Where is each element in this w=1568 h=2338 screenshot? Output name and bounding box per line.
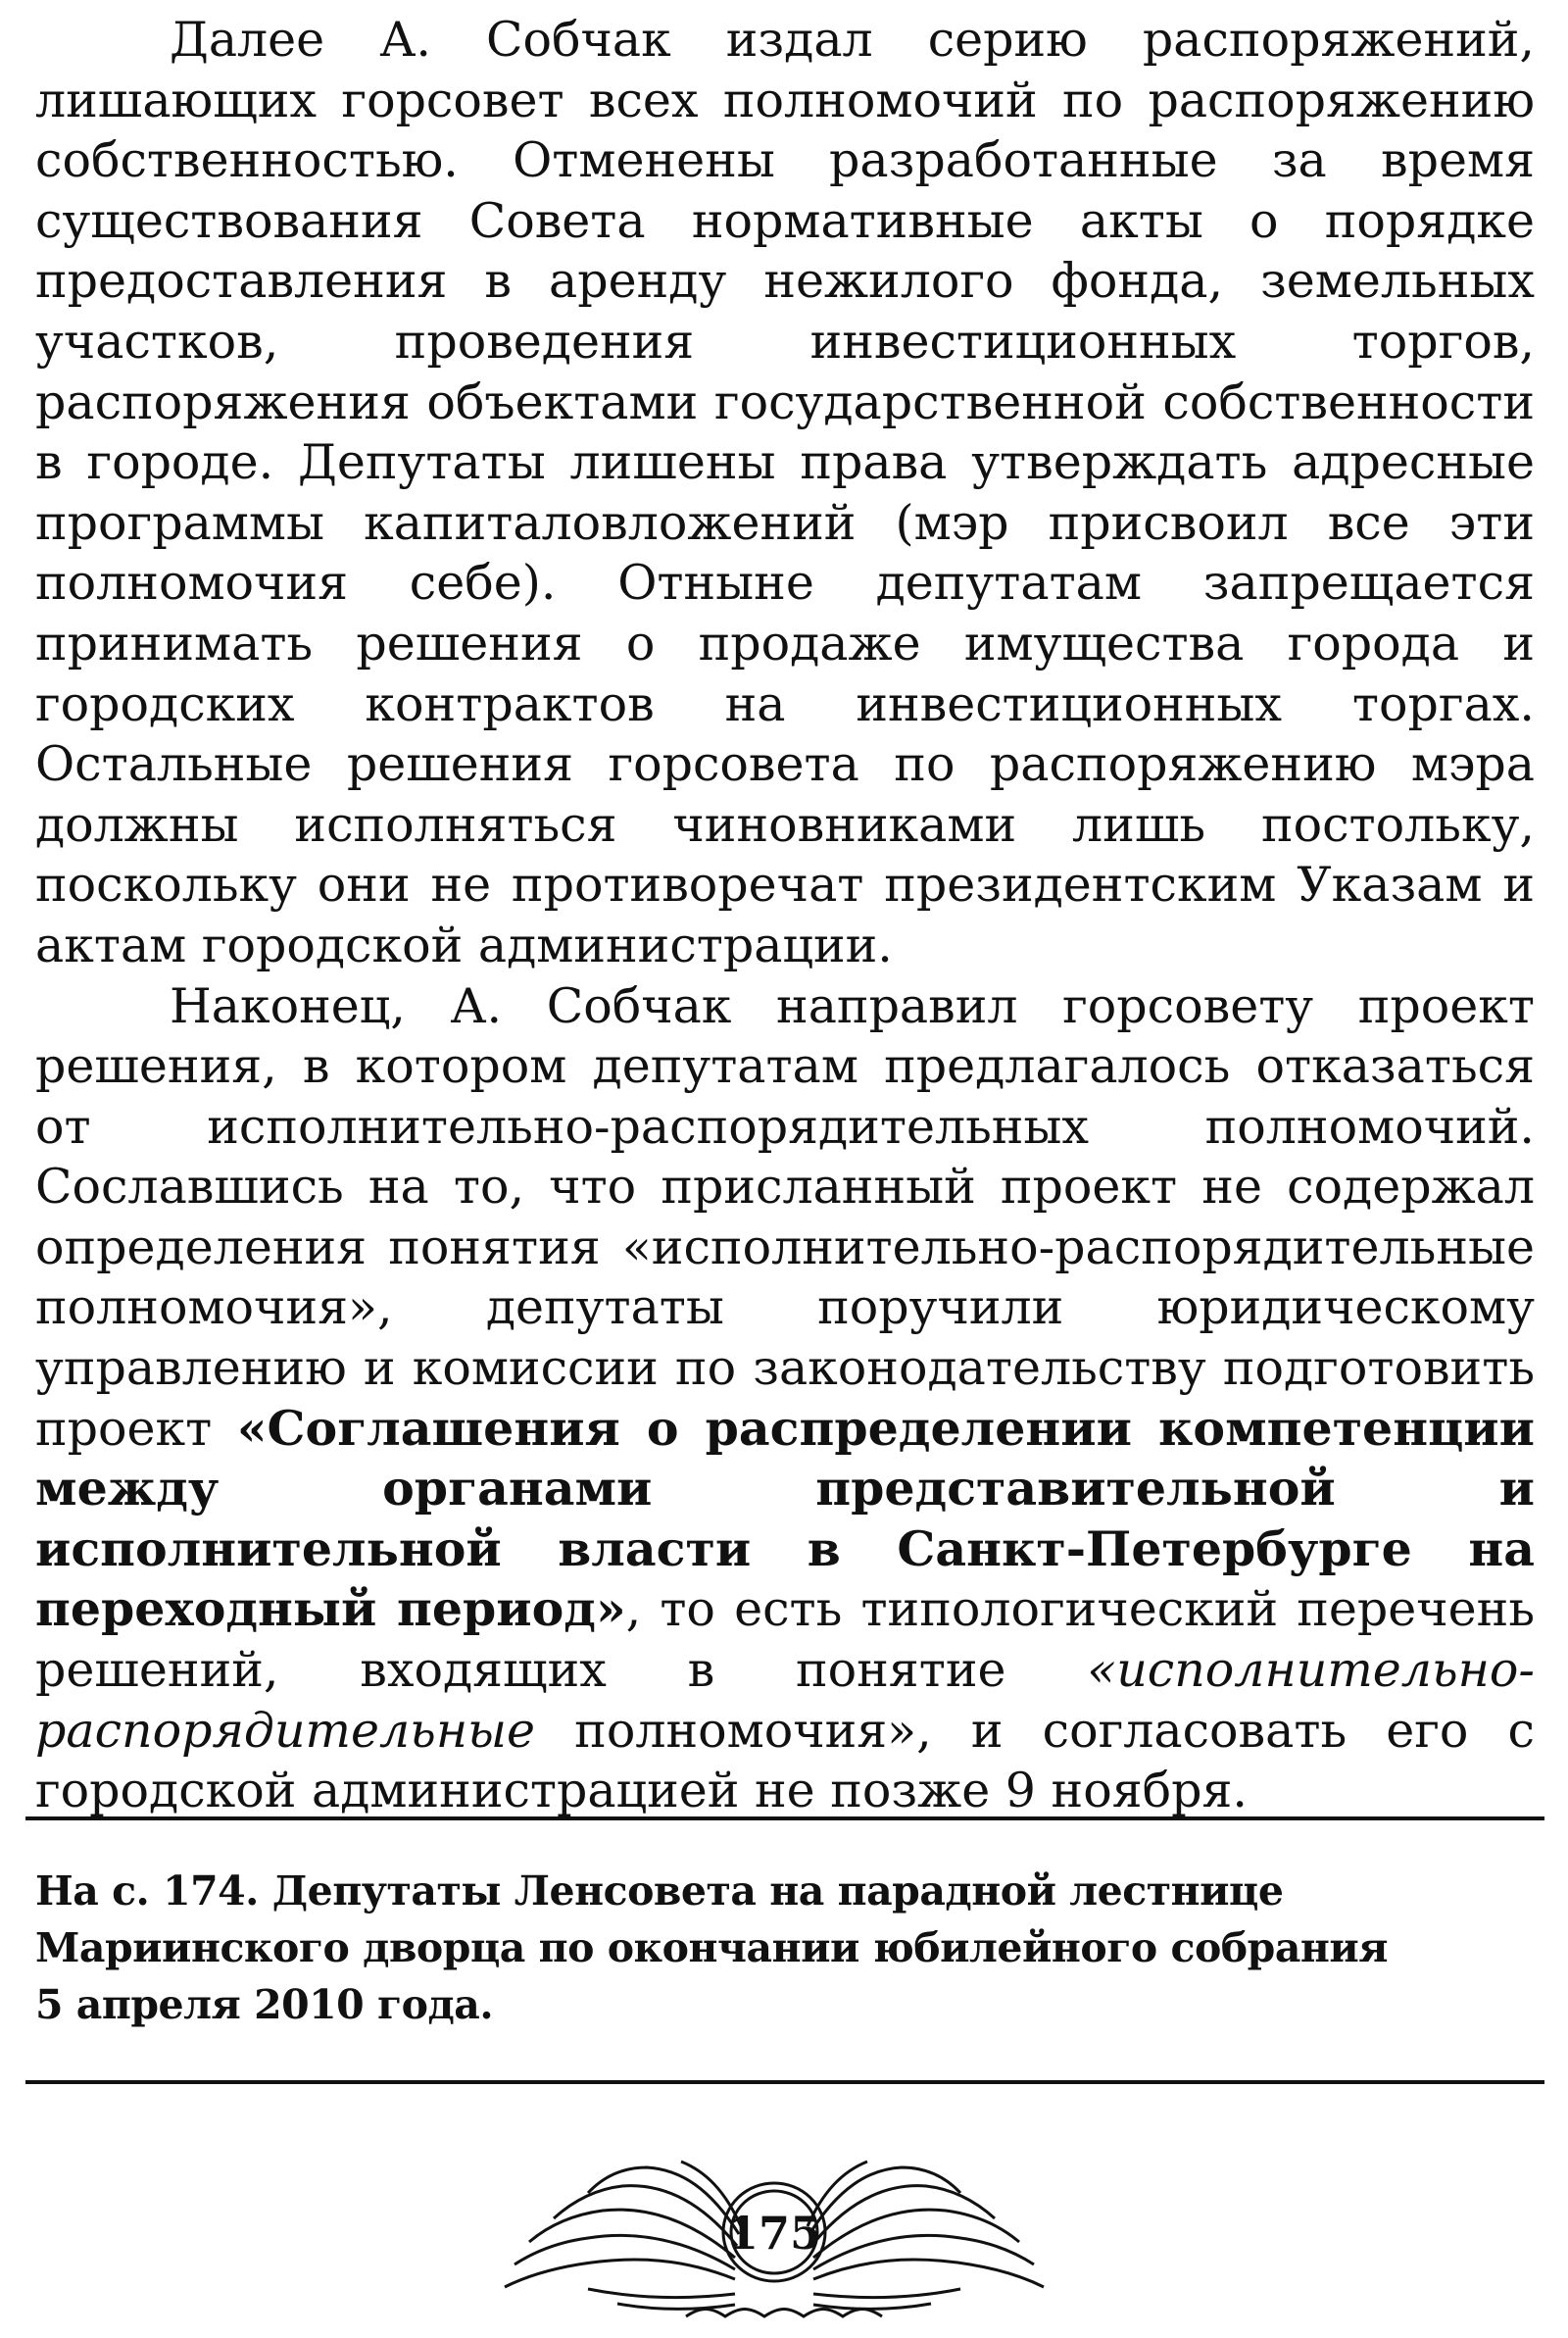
bold-text: «Соглашения о распределении компетенции между органами представительной и исполнительной власти в Санкт-Петербурге на переходный период» (35, 1399, 1535, 1638)
paragraph (35, 10, 1535, 976)
caption-line-1: На с. 174. Депутаты Ленсовета на парадной лестнице (35, 1867, 1284, 1915)
paragraph (35, 976, 1535, 1821)
text-run: Далее А. Собчак издал серию распоряжений, лишающих горсовет всех полномочий по распоряжению собственностью. Отменены разработанные за время существования Совета нормативные акты о порядке предоставления в аренду нежилого фонда, земельных участков, проведения инвестиционных торгов, распоряжения объектами государственной собственности в городе. Депутаты лишены права утверждать адресные программы капиталовложений (мэр присвоил все эти полномочия себе). Отныне депутатам запрещается принимать решения о продаже имущества города и городских контрактов на инвестиционных торгах. Остальные решения горсовета по распоряжению мэра должны исполняться чиновниками лишь постольку, поскольку они не противоречат президентским Указам и актам городской администрации. (35, 12, 1535, 973)
text-run: , то есть типологический перечень решений, входящих в понятие (35, 1581, 1535, 1699)
text-run: полномочия», и согласовать его с городской администрацией не позже 9 ноября. (35, 1702, 1535, 1819)
caption-line-3: 5 апреля 2010 года. (35, 1981, 494, 2028)
page-number: 175 (726, 2207, 822, 2260)
caption-bottom-rule (25, 2080, 1544, 2084)
figure-caption (35, 1863, 1525, 2033)
text-run: Наконец, А. Собчак направил горсовету проект решения, в котором депутатам предлагалось отказаться от исполнительно-распорядительных полномочий. Сославшись на то, что присланный проект не содержал определения понятия «исполнительно-распорядительные полномочия», депутаты поручили юридическому управлению и комиссии по законодательству подготовить проект (35, 977, 1535, 1457)
caption-line-2: Мариинского дворца по окончании юбилейного собрания (35, 1924, 1389, 1971)
page (35, 10, 1535, 1821)
italic-text: «исполнительно-распорядительные (35, 1642, 1535, 1759)
caption-top-rule (25, 1816, 1544, 1820)
page-folio (490, 2132, 1058, 2328)
body-text (35, 10, 1535, 1821)
